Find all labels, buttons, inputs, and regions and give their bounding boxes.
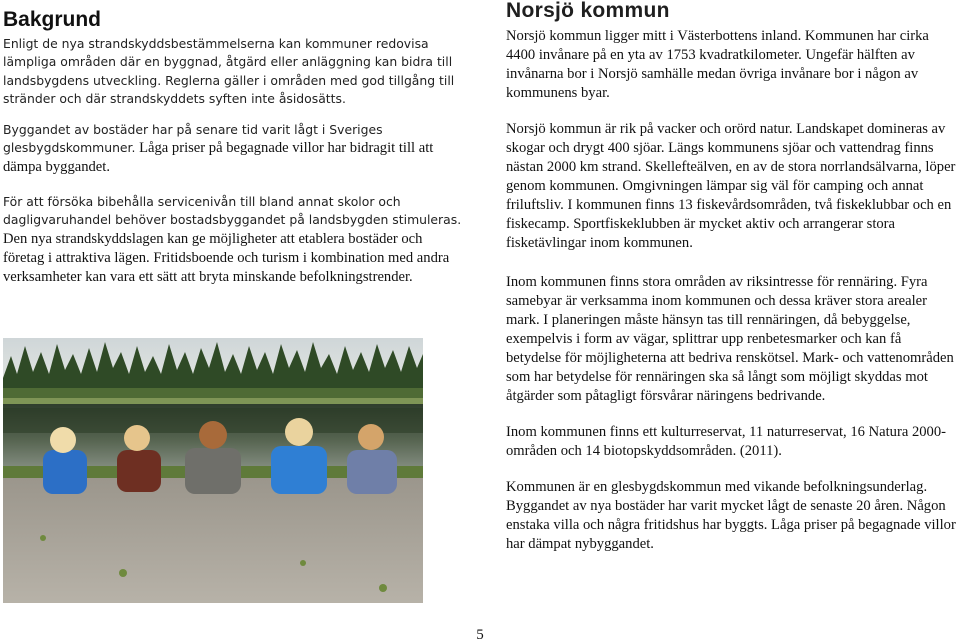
left-column — [3, 8, 463, 287]
section-title-bakgrund: Bakgrund — [3, 8, 102, 31]
paragraph-reservat: Inom kommunen finns ett kulturreservat, 11 naturreservat, 16 Natura 2000-områden och 14 biotopskyddsområden. (2011). — [506, 424, 946, 459]
paragraph-byggande — [3, 121, 463, 177]
paragraph-byggande-part2: Låga priser på begagnade villor har bidragit till att dämpa byggandet. — [3, 140, 434, 176]
paragraph-servicenivå-part1: För att försöka bibehålla servicenivån till bland annat skolor och dagligvaruhandel behöver bostadsbyggandet på landsbygden stimuleras. — [3, 194, 462, 228]
paragraph-servicenivå-part2: Den nya strandskyddslagen kan ge möjligheter att etablera bostäder och företag i attraktiva lägen. Fritidsboende och turism i kombination med andra verksamheter kan vara ett sätt att bryta minskande befolkningstrender. — [3, 231, 450, 286]
right-column — [506, 0, 958, 554]
paragraph-glesbygd: Kommunen är en glesbygdskommun med vikande befolkningsunderlag. Byggandet av nya bostäder har varit mycket lågt de senaste 20 åren. Någon enstaka villa och några fritidshus har byggts. Låga priser på begagnade villor har dämpat nybyggandet. — [506, 479, 956, 552]
paragraph-strandskydd: Enligt de nya strandskyddsbestämmelserna kan kommuner redovisa lämpliga områden där en byggnad, åtgärd eller anläggning kan bidra till landsbygdens utveckling. Reglerna gäller i områden med god tillgång till stränder och där strandskyddets syften inte åsidosätts. — [3, 36, 455, 107]
lake-children-photo — [3, 338, 423, 603]
paragraph-lage: Norsjö kommun ligger mitt i Västerbottens inland. Kommunen har cirka 4400 invånare på en yta av 1753 kvadratkilometer. Ungefär hälften av invånarna bor i Norsjö samhälle medan övriga invånare bor i någon av kommunens byar. — [506, 28, 929, 101]
page-number: 5 — [476, 627, 484, 643]
paragraph-byggande-part1: Byggandet av bostäder har på senare tid varit lågt i Sveriges glesbygdskommuner. — [3, 121, 383, 156]
paragraph-servicenivå — [3, 193, 463, 287]
paragraph-rennaring: Inom kommunen finns stora områden av riksintresse för rennäring. Fyra samebyar är verksamma inom kommunen och dessa kräver stora arealer mark. I planeringen måste hänsyn tas till rennäringen, då bebyggelse, exempelvis i form av vägar, splittrar upp renbetesmarker och kan få betydelse för möjligheterna att bedriva renskötsel. Mark- och vattenområden som har betydelse för rennäringen ska så långt som möjligt skyddas mot åtgärder som påtagligt försvårar näringens bedrivande. — [506, 274, 954, 404]
section-title-norsjo: Norsjö kommun — [506, 0, 670, 22]
photo-illustration — [3, 338, 423, 603]
paragraph-natur: Norsjö kommun är rik på vacker och orörd natur. Landskapet domineras av skogar och drygt 400 sjöar. Längs kommunens sjöar och vattendrag finns nästan 2000 km strand. Skellefteälven, en av de stora norrlandsälvarna, löper genom kommunen. Omgivningen lämpar sig väl för camping och annat friluftsliv. I kommunen finns 13 fiskevårdsområden, två fiskeklubbar och en fiskecamp. Sportfiskeklubben är mycket aktiv och arrangerar stora fisketävlingar inom kommunen. — [506, 121, 956, 251]
